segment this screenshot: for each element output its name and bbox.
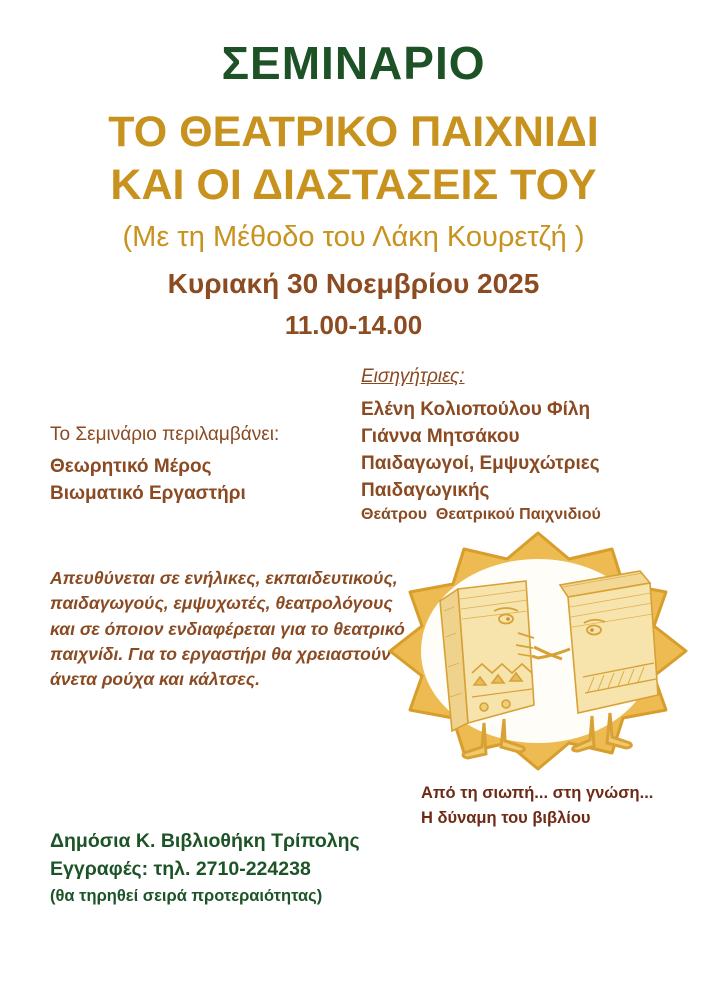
event-date: Κυριακή 30 Νοεμβρίου 2025 [167, 268, 540, 299]
audience-line: και σε όποιον ενδιαφέρεται για το θεατρικό [50, 618, 405, 639]
caption-line: Από τη σιωπή... στη γνώση... [421, 784, 654, 802]
audience-paragraph [50, 566, 440, 692]
seminar-label: ΣΕΜΙΝΑΡΙΟ [221, 37, 486, 89]
priority-note: (θα τηρηθεί σειρά προτεραιότητας) [50, 887, 323, 905]
audience-line: παιδαγωγούς, εμψυχωτές, θεατρολόγους [50, 593, 393, 614]
includes-item: Θεωρητικό Μέρος [50, 456, 212, 477]
organization-name: Δημόσια Κ. Βιβλιοθήκη Τρίπολης [50, 830, 360, 852]
audience-line: παιχνίδι. Για το εργαστήρι θα χρειαστούν [50, 643, 391, 664]
main-title-line1: ΤΟ ΘΕΑΤΡΙΚΟ ΠΑΙΧΝΙΔΙ [108, 108, 599, 156]
presenter-role: Παιδαγωγικής [361, 480, 490, 501]
sun-burst-icon [388, 527, 692, 781]
book-figures-sun-illustration [388, 527, 692, 781]
main-title [0, 106, 707, 212]
event-time: 11.00-14.00 [284, 310, 423, 340]
presenters-block [361, 366, 601, 526]
footer-block [50, 827, 360, 909]
presenter-role-detail: Θεάτρου Θεατρικού Παιχνιδιού [361, 506, 601, 523]
presenter-role: Παιδαγωγοί, Εμψυχώτριες [361, 453, 600, 474]
caption-line: Η δύναμη του βιβλίου [421, 809, 591, 827]
presenter-name: Γιάννα Μητσάκου [361, 426, 520, 447]
method-subtitle: (Με τη Μέθοδο του Λάκη Κουρετζή ) [122, 221, 585, 253]
presenter-name: Ελένη Κολιοπούλου Φίλη [361, 399, 591, 420]
presenters-heading: Εισηγήτριες: [361, 366, 465, 387]
includes-heading: Το Σεμινάριο περιλαμβάνει: [50, 424, 280, 445]
illustration-caption [421, 781, 653, 831]
audience-line: άνετα ρούχα και κάλτσες. [50, 669, 260, 690]
main-title-line2: ΚΑΙ ΟΙ ΔΙΑΣΤΑΣΕΙΣ ΤΟΥ [110, 161, 597, 209]
registration-phone: Εγγραφές: τηλ. 2710-224238 [50, 858, 311, 880]
includes-item: Βιωματικό Εργαστήρι [50, 483, 246, 504]
audience-line: Απευθύνεται σε ενήλικες, εκπαιδευτικούς, [50, 568, 398, 588]
seminar-includes [50, 424, 279, 507]
